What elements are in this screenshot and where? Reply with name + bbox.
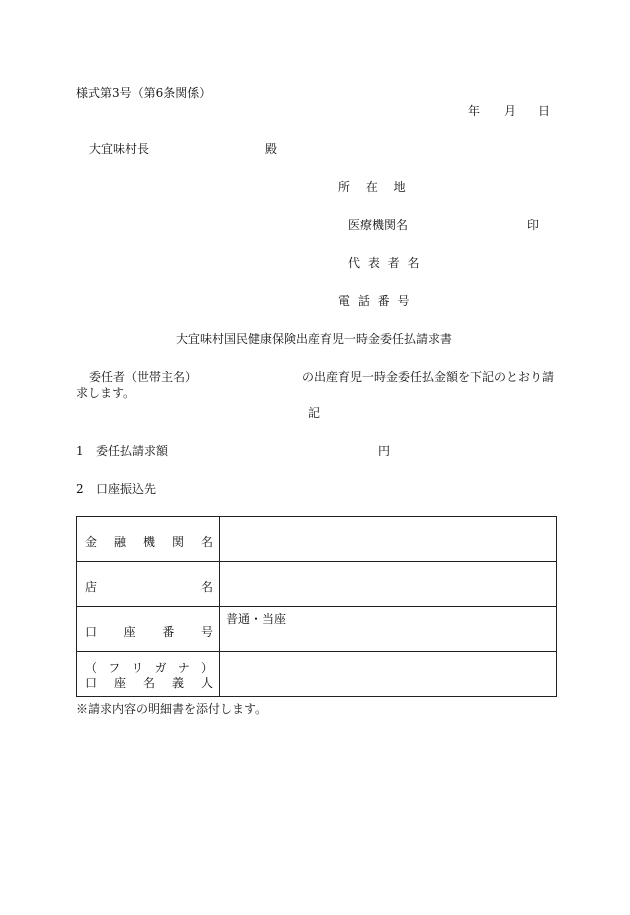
item1-unit: 円 bbox=[378, 444, 391, 458]
form-number: 様式第3号（第6条関係） bbox=[76, 86, 212, 100]
date-year-label: 年 bbox=[468, 104, 481, 118]
item2-number: 2 bbox=[76, 482, 84, 496]
financial-institution-label-cell bbox=[77, 517, 220, 562]
label-char: 号 bbox=[200, 625, 213, 639]
label-char: フ bbox=[108, 661, 121, 675]
account-number-label bbox=[85, 623, 213, 640]
table-row bbox=[77, 652, 557, 697]
item1-label: 委任払請求額 bbox=[96, 444, 169, 458]
item2-label: 口座振込先 bbox=[96, 482, 157, 496]
bank-account-table bbox=[76, 516, 557, 697]
body-line2-text: 求します。 bbox=[76, 386, 136, 400]
seal-mark: 印 bbox=[527, 218, 540, 232]
addressee-name: 大宜味村長 bbox=[89, 142, 150, 156]
account-holder-label-cell bbox=[77, 652, 220, 697]
branch-label bbox=[85, 578, 213, 595]
label-char: ナ bbox=[177, 661, 190, 675]
ki-heading: 記 bbox=[308, 406, 321, 420]
label-char: リ bbox=[131, 661, 144, 675]
branch-label-cell bbox=[77, 562, 220, 607]
label-char: ガ bbox=[154, 661, 167, 675]
item1-number: 1 bbox=[76, 444, 84, 458]
label-char: 店 bbox=[85, 580, 98, 594]
table-row bbox=[77, 607, 557, 652]
label-char: 口 bbox=[85, 625, 98, 639]
label-char: （ bbox=[85, 661, 98, 675]
table-row bbox=[77, 517, 557, 562]
delegator-label: 委任者（世帯主名） bbox=[89, 370, 198, 384]
document-title: 大宜味村国民健康保険出産育児一時金委任払請求書 bbox=[176, 332, 453, 346]
label-char: 座 bbox=[123, 625, 136, 639]
label-char: ） bbox=[200, 661, 213, 675]
label-char: 機 bbox=[142, 535, 155, 549]
addressee-honorific: 殿 bbox=[265, 142, 278, 156]
label-char: 番 bbox=[162, 625, 175, 639]
label-char: 名 bbox=[200, 535, 213, 549]
account-type-text: 普通・当座 bbox=[226, 612, 287, 626]
financial-institution-label bbox=[85, 533, 213, 550]
label-char: 名 bbox=[142, 676, 155, 690]
label-char: 座 bbox=[113, 676, 126, 690]
date-month-label: 月 bbox=[504, 104, 517, 118]
footnote: ※請求内容の明細書を添付します。 bbox=[76, 702, 268, 716]
label-char: 融 bbox=[113, 535, 126, 549]
table-row bbox=[77, 562, 557, 607]
institution-label: 医療機関名 bbox=[348, 218, 409, 232]
label-char: 関 bbox=[171, 535, 184, 549]
phone-label: 電 話 番 号 bbox=[338, 294, 412, 308]
representative-label: 代 表 者 名 bbox=[348, 256, 422, 270]
account-holder-label bbox=[85, 674, 213, 691]
label-char: 義 bbox=[171, 676, 184, 690]
label-char: 人 bbox=[200, 676, 213, 690]
date-day-label: 日 bbox=[538, 104, 551, 118]
account-number-field[interactable] bbox=[220, 607, 557, 652]
body-line1-text: の出産育児一時金委任払金額を下記のとおり請 bbox=[302, 370, 555, 384]
label-char: 金 bbox=[85, 535, 98, 549]
account-number-label-cell bbox=[77, 607, 220, 652]
label-char: 名 bbox=[200, 580, 213, 594]
location-label: 所 在 地 bbox=[338, 180, 412, 194]
financial-institution-field[interactable] bbox=[220, 517, 557, 562]
label-char: 口 bbox=[85, 676, 98, 690]
account-holder-field[interactable] bbox=[220, 652, 557, 697]
branch-field[interactable] bbox=[220, 562, 557, 607]
